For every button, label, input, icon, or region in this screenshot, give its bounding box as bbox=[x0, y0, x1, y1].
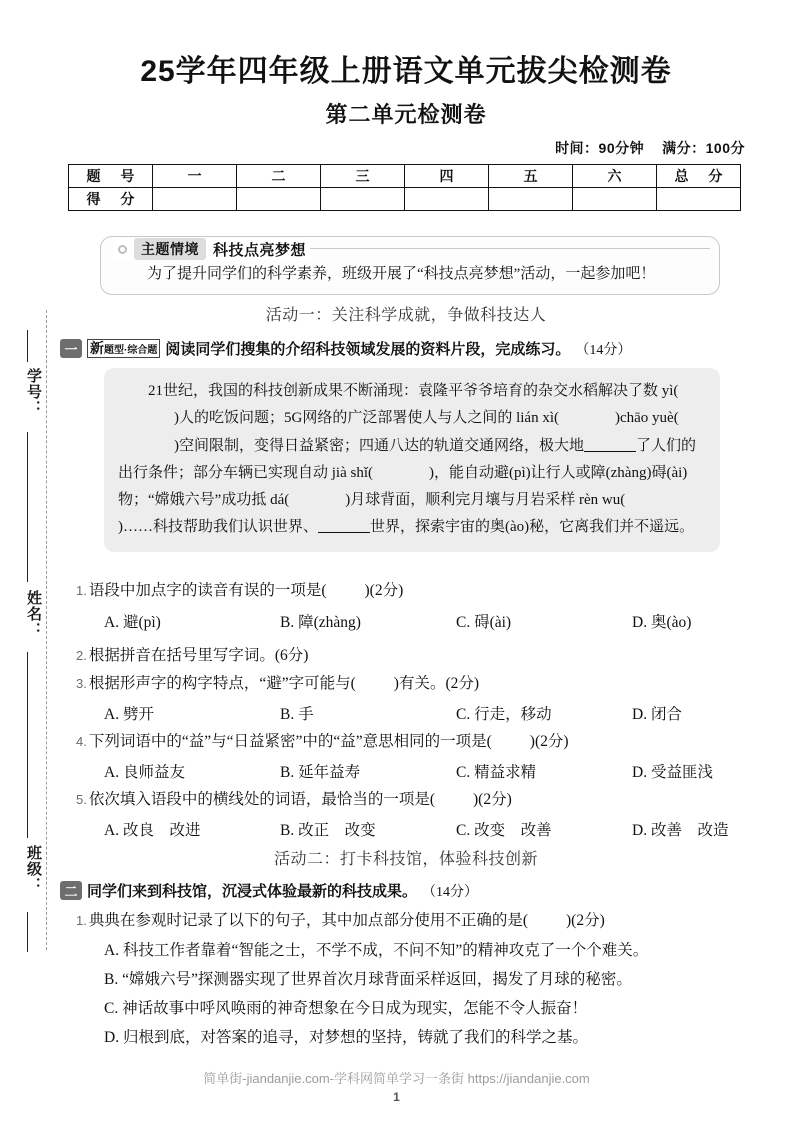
col-1: 一 bbox=[153, 165, 237, 188]
activity-heading-one: 活动一：关注科学成就，争做科技达人 bbox=[265, 307, 547, 324]
question-1-text: 语段中加点字的读音有误的一项是( bbox=[88, 582, 327, 599]
question-b1-option-a[interactable]: A. 科技工作者靠着“智能之士，不学不成，不问不知”的精神攻克了一个个难关。 bbox=[104, 942, 649, 959]
fill-blank-2[interactable] bbox=[318, 532, 370, 533]
score-cell-2[interactable] bbox=[237, 188, 321, 211]
question-3-text: 根据形声字的构字特点，“避”字可能与( bbox=[88, 675, 356, 692]
passage-seg-5: 了人们的出行条件；部分车辆已实现自动 jià shǐ( bbox=[118, 437, 697, 481]
row-header-score: 得 分 bbox=[69, 188, 153, 211]
question-b1-option-d[interactable]: D. 归根到底，对答案的追寻，对梦想的坚持，铸就了我们的科学之基。 bbox=[104, 1029, 588, 1046]
passage-seg-2: )人的吃饭问题；5G网络的广泛部署使人与人之间的 lián xì( bbox=[174, 410, 559, 427]
table-row-question-numbers bbox=[69, 165, 741, 188]
theme-banner-header bbox=[114, 238, 310, 260]
question-1 bbox=[76, 580, 760, 602]
table-row-scores bbox=[69, 188, 741, 211]
option-b[interactable]: B. 延年益寿 bbox=[280, 764, 361, 781]
question-3-tail: )有关。(2分) bbox=[393, 675, 480, 692]
question-4-number: 4. bbox=[76, 734, 87, 749]
option-d[interactable]: D. 奥(ào) bbox=[632, 614, 692, 631]
question-b1-number: 1. bbox=[76, 913, 87, 928]
col-3: 三 bbox=[321, 165, 405, 188]
newtype-small-label: 题型·综合题 bbox=[104, 345, 158, 357]
score-cell-4[interactable] bbox=[405, 188, 489, 211]
score-cell-1[interactable] bbox=[153, 188, 237, 211]
question-b1 bbox=[76, 910, 760, 932]
margin-label-class: 班级： bbox=[25, 845, 42, 893]
question-4 bbox=[76, 731, 760, 753]
question-3 bbox=[76, 673, 760, 695]
question-1-options bbox=[104, 610, 764, 632]
col-total: 总 分 bbox=[657, 165, 741, 188]
col-4: 四 bbox=[405, 165, 489, 188]
new-question-type-badge bbox=[87, 339, 160, 358]
option-a[interactable]: A. 劈开 bbox=[104, 706, 154, 723]
section-badge-one: 一 bbox=[60, 339, 82, 358]
passage-seg-6: )，能自动避(pì)让行人或障(zhàng)碍(ài)物；“嫦娥六号”成功抵 dá( bbox=[118, 464, 688, 509]
question-2-text: 根据拼音在括号里写字词。(6分) bbox=[88, 647, 309, 664]
score-table bbox=[68, 164, 741, 211]
page-title: 25学年四年级上册语文单元拔尖检测卷 bbox=[140, 55, 672, 88]
option-b[interactable]: B. 障(zhàng) bbox=[280, 614, 361, 631]
option-b[interactable]: B. 改正 改变 bbox=[280, 822, 376, 839]
newtype-big-label: 新 bbox=[90, 340, 104, 357]
option-d[interactable]: D. 闭合 bbox=[632, 706, 682, 723]
page-number: 1 bbox=[393, 1090, 400, 1104]
passage-seg-8: )……科技帮助我们认识世界、 bbox=[118, 519, 318, 536]
option-d[interactable]: D. 受益匪浅 bbox=[632, 764, 713, 781]
time-label: 时间：90分钟 bbox=[555, 140, 645, 156]
col-6: 六 bbox=[573, 165, 657, 188]
question-3-options bbox=[104, 702, 764, 724]
col-2: 二 bbox=[237, 165, 321, 188]
question-5-number: 5. bbox=[76, 792, 87, 807]
margin-label-student-id: 学号： bbox=[25, 368, 42, 416]
question-4-tail: )(2分) bbox=[529, 733, 569, 750]
question-4-text: 下列词语中的“益”与“日益紧密”中的“益”意思相同的一项是( bbox=[88, 733, 492, 750]
question-5-options bbox=[104, 818, 764, 840]
margin-rule bbox=[27, 330, 28, 362]
option-a[interactable]: A. 避(pì) bbox=[104, 614, 161, 631]
score-cell-3[interactable] bbox=[321, 188, 405, 211]
exam-meta bbox=[555, 138, 745, 158]
option-a[interactable]: A. 良师益友 bbox=[104, 764, 185, 781]
option-d[interactable]: D. 改善 改造 bbox=[632, 822, 729, 839]
passage-seg-7: )月球背面，顺利完月壤与月岩采样 rèn wu( bbox=[345, 492, 626, 509]
passage-seg-3: )chāo yuè( bbox=[615, 410, 679, 427]
question-b1-text: 典典在参观时记录了以下的句子，其中加点部分使用不正确的是( bbox=[88, 912, 529, 929]
question-1-number: 1. bbox=[76, 583, 87, 598]
question-2-number: 2. bbox=[76, 648, 87, 663]
margin-rule bbox=[27, 432, 28, 582]
left-margin bbox=[0, 0, 56, 1121]
row-header-question-no: 题 号 bbox=[69, 165, 153, 188]
theme-title: 科技点亮梦想 bbox=[213, 241, 307, 259]
question-b1-option-b[interactable]: B. “嫦娥六号”探测器实现了世界首次月球背面采样返回，揭发了月球的秘密。 bbox=[104, 971, 632, 988]
question-3-number: 3. bbox=[76, 676, 87, 691]
question-b1-option-c[interactable]: C. 神话故事中呼风唤雨的神奇想象在今日成为现实，怎能不令人振奋！ bbox=[104, 1000, 588, 1017]
total-score-label: 满分：100分 bbox=[662, 140, 745, 156]
passage-seg-1: 21世纪，我国的科技创新成果不断涌现：袁隆平爷爷培育的杂交水稻解决了数 yì( bbox=[148, 383, 679, 399]
option-a[interactable]: A. 改良 改进 bbox=[104, 822, 201, 839]
section-one-title: 阅读同学们搜集的介绍科技领域发展的资料片段，完成练习。 bbox=[165, 341, 571, 358]
fill-blank-1[interactable] bbox=[584, 451, 636, 452]
question-b1-tail: )(2分) bbox=[566, 912, 605, 929]
question-5 bbox=[76, 789, 760, 811]
score-cell-total[interactable] bbox=[657, 188, 741, 211]
option-c[interactable]: C. 改变 改善 bbox=[456, 822, 552, 839]
passage-seg-9: 世界，探索宇宙的奥(ào)秘，它离我们并不遥远。 bbox=[370, 519, 695, 536]
section-one-points: （14分） bbox=[575, 342, 632, 358]
theme-banner-text: 为了提升同学们的科学素养，班级开展了“科技点亮梦想”活动，一起参加吧！ bbox=[147, 266, 656, 282]
col-5: 五 bbox=[489, 165, 573, 188]
margin-label-name: 姓名： bbox=[25, 590, 42, 638]
score-cell-5[interactable] bbox=[489, 188, 573, 211]
banner-divider bbox=[310, 248, 710, 249]
option-c[interactable]: C. 行走，移动 bbox=[456, 706, 552, 723]
activity-heading-two: 活动二：打卡科技馆，体验科技创新 bbox=[273, 851, 538, 868]
question-5-text: 依次填入语段中的横线处的词语，最恰当的一项是( bbox=[88, 791, 436, 808]
section-two-points: （14分） bbox=[422, 884, 479, 900]
passage-body bbox=[118, 378, 706, 542]
option-c[interactable]: C. 碍(ài) bbox=[456, 614, 512, 631]
question-5-tail: )(2分) bbox=[473, 791, 512, 808]
section-badge-two: 二 bbox=[60, 881, 82, 900]
reading-passage bbox=[104, 368, 720, 552]
footer-watermark: 简单街-jiandanjie.com-学科网简单学习一条街 https://jiandanjie.com bbox=[203, 1071, 590, 1086]
page-subtitle: 第二单元检测卷 bbox=[325, 102, 487, 127]
question-1-tail: )(2分) bbox=[364, 582, 404, 599]
question-2 bbox=[76, 645, 760, 667]
question-4-options bbox=[104, 760, 764, 782]
passage-seg-4: )空间限制，变得日益紧密；四通八达的轨道交通网络，极大地 bbox=[174, 437, 584, 454]
margin-rule bbox=[27, 912, 28, 952]
bullet-dot-icon bbox=[118, 245, 127, 254]
score-cell-6[interactable] bbox=[573, 188, 657, 211]
section-header-one bbox=[60, 338, 760, 359]
margin-dashed-line bbox=[46, 310, 47, 950]
option-c[interactable]: C. 精益求精 bbox=[456, 764, 537, 781]
option-b[interactable]: B. 手 bbox=[280, 706, 314, 723]
theme-tag: 主题情境 bbox=[134, 238, 206, 260]
margin-rule bbox=[27, 652, 28, 838]
section-header-two bbox=[60, 880, 760, 901]
section-two-title: 同学们来到科技馆，沉浸式体验最新的科技成果。 bbox=[87, 883, 418, 900]
